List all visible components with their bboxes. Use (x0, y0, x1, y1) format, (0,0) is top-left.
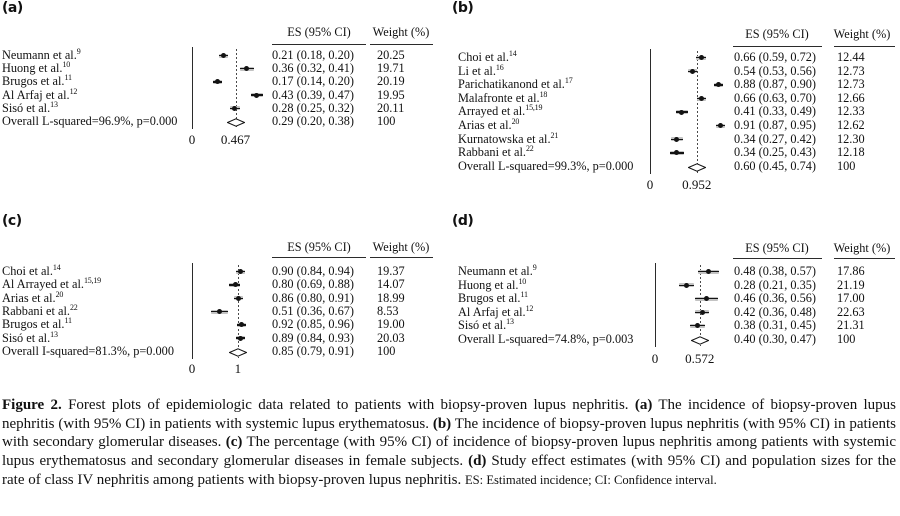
es-ci-value: 0.92 (0.85, 0.96) (272, 317, 354, 332)
overall-row (450, 333, 900, 347)
es-ci-value: 0.34 (0.27, 0.42) (734, 131, 816, 146)
axis-tick-zero: 0 (188, 361, 196, 376)
forest-panel-a (0, 0, 450, 210)
es-ci-value: 0.60 (0.45, 0.74) (734, 158, 816, 173)
weight-value: 19.95 (377, 87, 405, 102)
study-name-label: Neumann et al.$^9$ (458, 262, 537, 278)
panel-d-label: (d) (452, 213, 474, 229)
es-ci-value: 0.88 (0.87, 0.90) (734, 77, 816, 92)
weight-column-header: Weight (%) (372, 25, 430, 39)
study-name-label: Arrayed et al.$^{15,19}$ (458, 103, 543, 119)
diamond-shape (691, 336, 709, 345)
weight-column-header: Weight (%) (833, 241, 891, 255)
point-estimate-marker (700, 310, 705, 315)
study-name-label: Overall L-squared=96.9%, p=0.000 (2, 114, 178, 128)
weight-value: 12.73 (837, 77, 865, 92)
weight-column-header: Weight (%) (833, 27, 891, 41)
point-estimate-marker (684, 283, 689, 288)
reference-superscript: 10 (518, 276, 527, 286)
caption-bold-segment: Figure 2. (2, 397, 62, 413)
pooled-estimate-diamond (688, 162, 706, 176)
weight-header-underline (370, 257, 433, 258)
point-estimate-marker (236, 296, 241, 301)
point-estimate-marker (232, 106, 237, 111)
es-header-underline (272, 44, 366, 45)
reference-superscript: 11 (520, 289, 528, 299)
study-name-label: Rabbani et al.$^{22}$ (458, 144, 534, 160)
forest-panel-d (450, 210, 900, 395)
pooled-estimate-diamond (227, 117, 245, 130)
reference-superscript: 20 (511, 116, 520, 126)
weight-header-underline (834, 46, 895, 47)
study-name-label: Huong et al.$^{10}$ (458, 276, 527, 292)
es-header-underline (272, 257, 366, 258)
point-estimate-marker (674, 137, 679, 142)
study-name-label: Overall I-squared=81.3%, p=0.000 (2, 343, 174, 358)
es-ci-value: 0.89 (0.84, 0.93) (272, 330, 354, 345)
weight-value: 14.07 (377, 277, 405, 292)
study-name-label: Brugos et al.$^{11}$ (2, 73, 72, 89)
axis-tick-max: 0.467 (220, 132, 251, 147)
study-name-label: Sisó et al.$^{13}$ (458, 316, 514, 332)
reference-superscript: 20 (55, 289, 64, 299)
reference-superscript: 13 (50, 329, 58, 339)
weight-value: 12.44 (837, 50, 865, 64)
study-name-label: Overall L-squared=74.8%, p=0.003 (458, 331, 634, 346)
reference-superscript: 14 (508, 48, 517, 58)
study-row (0, 329, 450, 345)
axis-tick-max: 1 (234, 361, 242, 376)
study-name-label: Sisó et al.$^{13}$ (2, 329, 58, 345)
study-row (450, 116, 900, 133)
reference-superscript: 10 (62, 60, 71, 70)
diamond-shape (688, 163, 706, 172)
reference-superscript: 22 (69, 302, 78, 312)
caption-text-segment: Study effect estimates (with 95% CI) and population sizes for the rate of class IV nephritis among patients with biopsy-proven lupus nephritis. (2, 453, 896, 488)
reference-superscript: 14 (52, 262, 61, 272)
es-ci-value: 0.34 (0.25, 0.43) (734, 145, 816, 160)
reference-superscript: 21 (550, 130, 559, 140)
study-name-label: Arias et al.$^{20}$ (2, 289, 64, 305)
study-row (450, 289, 900, 306)
weight-value: 19.71 (377, 61, 405, 76)
es-ci-value: 0.48 (0.38, 0.57) (734, 264, 816, 278)
point-estimate-marker (254, 93, 259, 98)
reference-superscript: 11 (64, 73, 72, 83)
weight-header-underline (834, 258, 895, 259)
pooled-estimate-diamond (691, 335, 709, 349)
es-ci-value: 0.40 (0.30, 0.47) (734, 331, 816, 346)
es-ci-value: 0.36 (0.32, 0.41) (272, 61, 354, 76)
es-ci-value: 0.17 (0.14, 0.20) (272, 74, 354, 89)
weight-value: 17.86 (837, 264, 865, 278)
overall-row (0, 345, 450, 358)
study-row (0, 75, 450, 88)
study-name-label: Huong et al.$^{10}$ (2, 60, 71, 76)
es-ci-value: 0.42 (0.36, 0.48) (734, 304, 816, 319)
reference-superscript: 11 (64, 316, 72, 326)
reference-superscript: 9 (76, 46, 81, 56)
weight-value: 12.73 (837, 63, 865, 78)
weight-value: 17.00 (837, 291, 865, 305)
study-row (0, 86, 450, 102)
study-name-label: Al Arfaj et al.$^{12}$ (458, 303, 534, 319)
weight-value: 100 (377, 114, 396, 128)
study-name-label: Neumann et al.$^9$ (2, 46, 81, 62)
study-name-label: Li et al.$^{16}$ (458, 62, 504, 78)
caption-text-segment: The incidence of biopsy-proven lupus nephritis (with 95% CI) in patients with systemic lupus erythematosus. (2, 397, 897, 432)
axis-tick-max: 0.952 (682, 177, 712, 192)
weight-header-underline (370, 44, 433, 45)
weight-value: 100 (377, 343, 396, 358)
point-estimate-marker (238, 336, 243, 341)
study-name-label: Overall L-squared=99.3%, p=0.000 (458, 158, 634, 173)
overall-row (450, 160, 900, 174)
es-ci-value: 0.28 (0.25, 0.32) (272, 100, 354, 115)
study-row (450, 316, 900, 333)
study-name-label: Rabbani et al.$^{22}$ (2, 302, 78, 318)
weight-value: 12.66 (837, 90, 865, 105)
panel-a-label: (a) (2, 0, 23, 16)
reference-superscript: 17 (564, 76, 573, 86)
panel-c-label: (c) (2, 213, 22, 229)
weight-value: 20.19 (377, 74, 405, 89)
study-name-label: Choi et al.$^{14}$ (2, 262, 61, 278)
point-estimate-marker (244, 66, 249, 71)
study-row (0, 278, 450, 291)
study-row (450, 303, 900, 320)
study-name-label: Brugos et al.$^{11}$ (458, 289, 528, 305)
study-row (450, 78, 900, 92)
es-ci-value: 0.54 (0.53, 0.56) (734, 63, 816, 78)
reference-superscript: 13 (50, 99, 58, 109)
weight-value: 20.11 (377, 100, 405, 115)
weight-value: 21.31 (837, 318, 865, 332)
weight-value: 12.30 (837, 131, 865, 146)
study-name-label: Arias et al.$^{20}$ (458, 116, 520, 132)
study-name-label: Al Arfaj et al.$^{12}$ (2, 86, 78, 102)
weight-value: 21.19 (837, 277, 865, 292)
axis-tick-zero: 0 (188, 132, 196, 147)
caption-text-segment: The percentage (with 95% CI) of incidence of biopsy-proven lupus nephritis among patients with systemic lupus erythematosus and secondary glomerular diseases in female subjects. (2, 434, 896, 470)
es-ci-value: 0.46 (0.36, 0.56) (734, 291, 816, 305)
es-header-underline (733, 258, 822, 259)
es-column-header: ES (95% CI) (287, 240, 351, 254)
weight-value: 12.18 (837, 145, 865, 160)
caption-bold-segment: (b) (432, 415, 452, 432)
study-row (0, 318, 450, 331)
axis-tick-max: 0.572 (685, 351, 715, 366)
es-ci-value: 0.21 (0.18, 0.20) (272, 48, 354, 62)
es-ci-value: 0.28 (0.21, 0.35) (734, 277, 816, 292)
es-ci-value: 0.85 (0.79, 0.91) (272, 343, 354, 358)
study-name-label: Brugos et al.$^{11}$ (2, 316, 72, 332)
es-column-header: ES (95% CI) (745, 27, 809, 41)
reference-superscript: 12 (525, 303, 534, 313)
axis-tick-zero: 0 (651, 351, 659, 366)
es-ci-value: 0.86 (0.80, 0.91) (272, 290, 354, 305)
es-ci-value: 0.41 (0.33, 0.49) (734, 104, 816, 119)
overall-row (0, 115, 450, 128)
es-ci-value: 0.80 (0.69, 0.88) (272, 277, 354, 292)
reference-superscript: 12 (69, 86, 78, 96)
reference-superscript: 18 (539, 89, 548, 99)
reference-superscript: 15,19 (525, 103, 543, 113)
weight-value: 20.03 (377, 330, 405, 345)
weight-value: 19.00 (377, 317, 405, 332)
study-row (450, 146, 900, 160)
es-ci-value: 0.66 (0.59, 0.72) (734, 50, 816, 64)
reference-superscript: 22 (525, 144, 534, 154)
study-row (0, 289, 450, 305)
study-row (450, 276, 900, 293)
reference-superscript: 13 (506, 316, 514, 326)
es-header-underline (733, 46, 822, 47)
es-ci-value: 0.43 (0.39, 0.47) (272, 87, 354, 102)
forest-panel-b (450, 0, 900, 210)
weight-value: 100 (837, 158, 856, 173)
figure-caption (2, 396, 896, 490)
weight-column-header: Weight (%) (372, 240, 430, 254)
weight-value: 12.62 (837, 118, 865, 132)
point-estimate-marker (690, 69, 695, 74)
weight-value: 20.25 (377, 48, 405, 62)
reference-superscript: 16 (495, 62, 504, 72)
axis-tick-zero: 0 (646, 177, 654, 192)
study-name-label: Al Arrayed et al.$^{15,19}$ (2, 276, 101, 292)
es-ci-value: 0.66 (0.63, 0.70) (734, 90, 816, 105)
weight-value: 12.33 (837, 104, 865, 119)
es-column-header: ES (95% CI) (287, 25, 351, 39)
es-ci-value: 0.90 (0.84, 0.94) (272, 264, 354, 278)
reference-superscript: 15,19 (83, 276, 101, 286)
diamond-shape (229, 348, 247, 357)
caption-text-segment: Forest plots of epidemiologic data related to patients with biopsy-proven lupus nephritis. (61, 397, 635, 413)
weight-value: 100 (837, 331, 856, 346)
caption-text-segment: The incidence of biopsy-proven lupus nephritis (with 95% CI) in patients with secondary glomerular diseases. (2, 415, 897, 451)
study-name-label: Sisó et al.$^{13}$ (2, 99, 58, 115)
es-ci-value: 0.29 (0.20, 0.38) (272, 114, 354, 128)
reference-superscript: 9 (532, 262, 537, 272)
caption-abbreviation-note: ES: Estimated incidence; CI: Confidence interval. (464, 472, 717, 487)
study-name-label: Choi et al.$^{14}$ (458, 48, 517, 64)
weight-value: 19.37 (377, 264, 405, 278)
weight-value: 22.63 (837, 304, 865, 319)
study-row (450, 48, 900, 65)
study-name-label: Malafronte et al.$^{18}$ (458, 89, 548, 105)
es-ci-value: 0.91 (0.87, 0.95) (734, 118, 816, 132)
caption-bold-segment: (a) (634, 397, 653, 413)
caption-bold-segment: (d) (468, 453, 487, 470)
caption-bold-segment: (c) (225, 434, 243, 451)
es-column-header: ES (95% CI) (745, 241, 809, 255)
diamond-shape (227, 118, 245, 127)
forest-panel-c (0, 210, 450, 395)
weight-value: 18.99 (377, 290, 405, 305)
panel-b-label: (b) (452, 0, 474, 16)
es-ci-value: 0.38 (0.31, 0.45) (734, 318, 816, 332)
weight-value: 8.53 (377, 303, 399, 318)
study-name-label: Parichatikanond et al.$^{17}$ (458, 76, 573, 92)
study-name-label: Kurnatowska et al.$^{21}$ (458, 130, 559, 146)
pooled-estimate-diamond (229, 347, 247, 360)
es-ci-value: 0.51 (0.36, 0.67) (272, 303, 354, 318)
study-row (0, 99, 450, 115)
